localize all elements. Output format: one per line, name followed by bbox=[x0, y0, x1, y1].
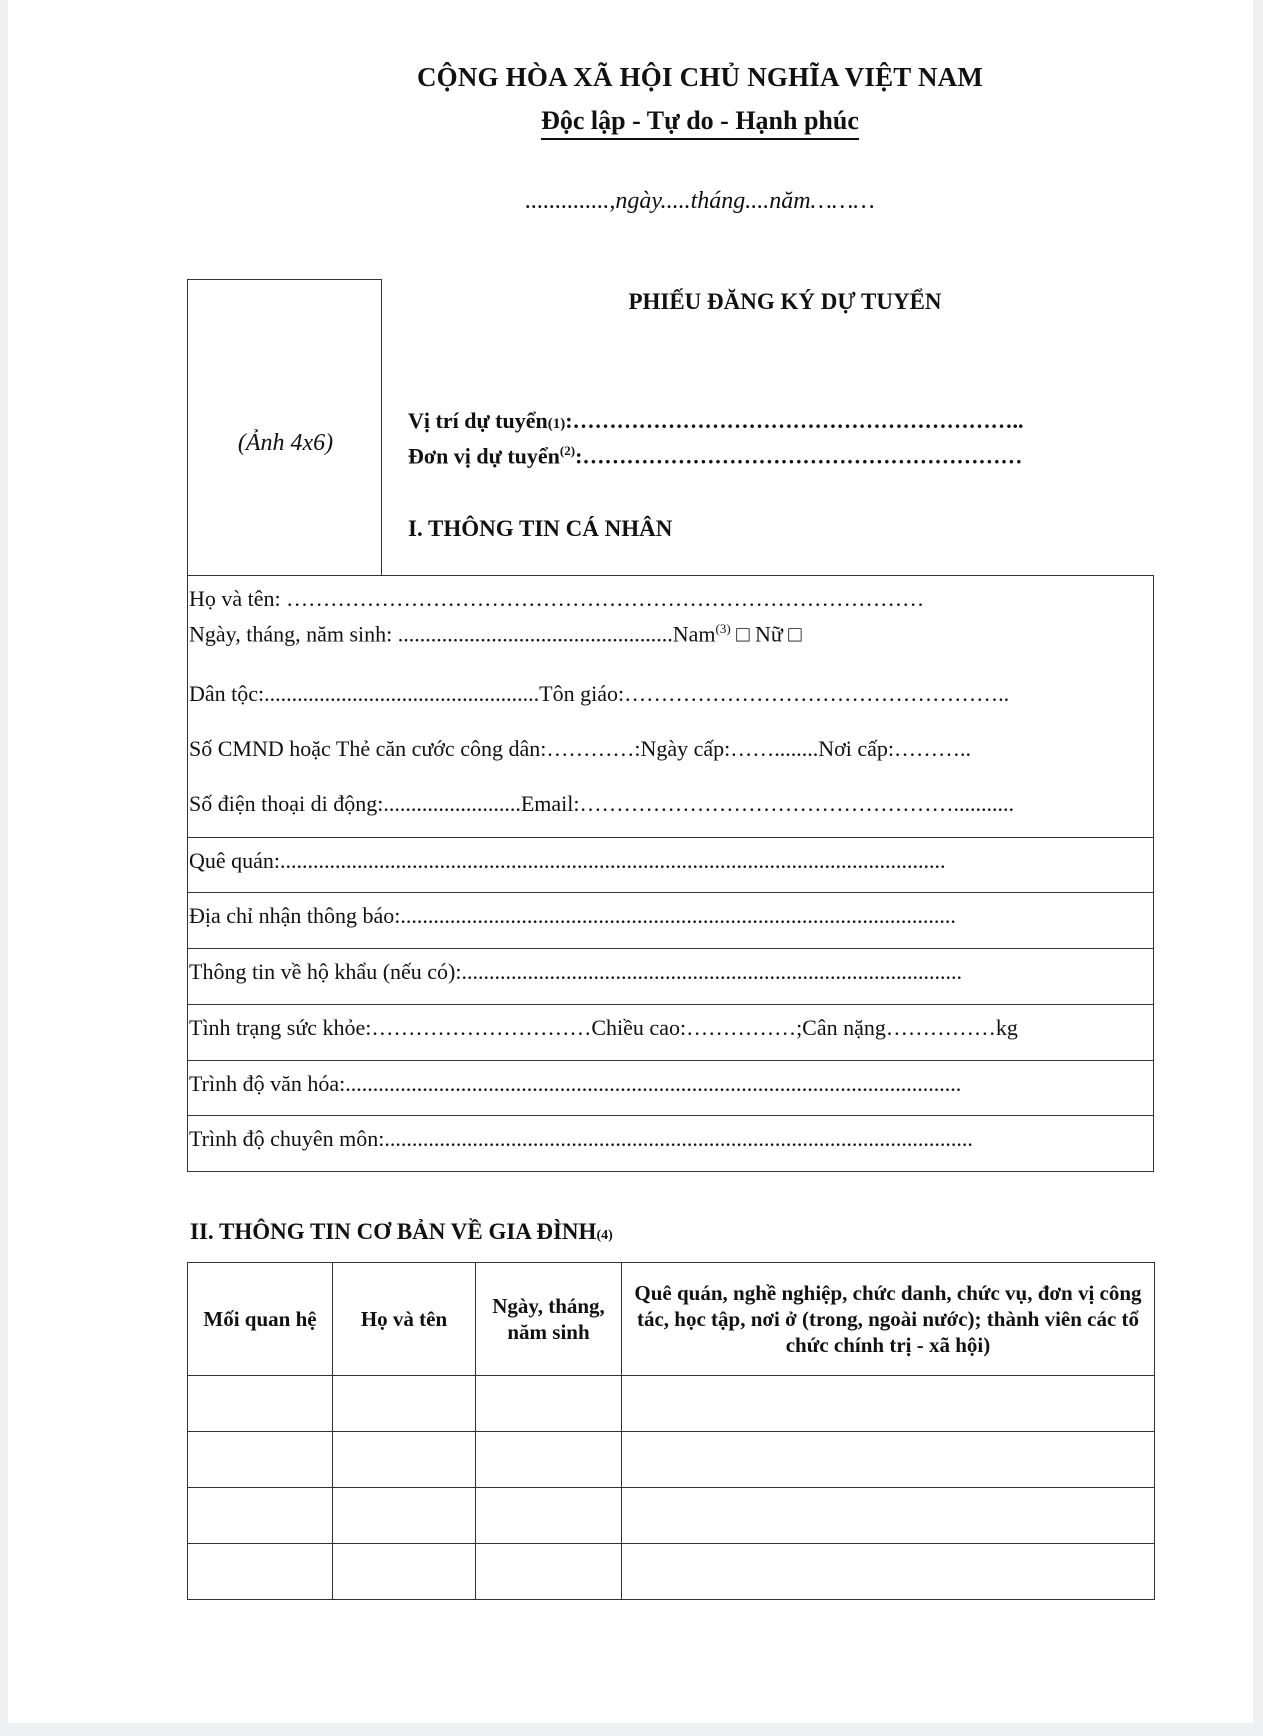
unit-field bbox=[408, 443, 1022, 469]
table-row bbox=[188, 1376, 1155, 1432]
table-cell[interactable] bbox=[622, 1432, 1155, 1488]
id-card-field: Số CMND hoặc Thẻ căn cước công dân:…………:Ngày cấp:……........Nơi cấp:……….. bbox=[189, 736, 972, 761]
unit-dots: :…………………………………………………… bbox=[575, 443, 1023, 469]
table-cell[interactable] bbox=[188, 1544, 333, 1600]
section-2-title bbox=[190, 1219, 613, 1245]
col-relationship: Mối quan hệ bbox=[188, 1263, 333, 1376]
table-cell[interactable] bbox=[622, 1488, 1155, 1544]
col-full-name: Họ và tên bbox=[333, 1263, 476, 1376]
table-cell[interactable] bbox=[188, 1376, 333, 1432]
table-row bbox=[188, 1544, 1155, 1600]
unit-note: (2) bbox=[559, 443, 576, 458]
divider bbox=[188, 892, 1153, 893]
dob-text: Ngày, tháng, năm sinh: ..................................................Nam bbox=[189, 621, 716, 647]
photo-label: (Ảnh 4x6) bbox=[237, 430, 334, 456]
position-label: Vị trí dự tuyển bbox=[408, 408, 548, 433]
table-cell[interactable] bbox=[622, 1376, 1155, 1432]
gender-options: □ Nữ □ bbox=[730, 621, 802, 647]
table-cell[interactable] bbox=[333, 1432, 476, 1488]
divider bbox=[188, 1004, 1153, 1005]
table-cell[interactable] bbox=[333, 1544, 476, 1600]
specialty-field: Trình độ chuyên môn:........................................................................................................... bbox=[189, 1126, 973, 1151]
table-cell[interactable] bbox=[476, 1376, 622, 1432]
divider bbox=[188, 1060, 1153, 1061]
col-details: Quê quán, nghề nghiệp, chức danh, chức vụ, đơn vị công tác, học tập, nơi ở (trong, ngoài nước); thành viên các tổ chức chính trị - xã hội) bbox=[622, 1263, 1155, 1376]
unit-label: Đơn vị dự tuyển bbox=[408, 443, 560, 469]
national-title: CỘNG HÒA XÃ HỘI CHỦ NGHĨA VIỆT NAM bbox=[416, 62, 984, 92]
table-header-row bbox=[188, 1263, 1155, 1376]
education-field: Trình độ văn hóa:................................................................................................................ bbox=[189, 1071, 962, 1096]
table-row bbox=[188, 1432, 1155, 1488]
full-name-field: Họ và tên: …………………………………………………………………………… bbox=[189, 586, 925, 611]
date-line: ..............,ngày.....tháng....năm……… bbox=[525, 188, 875, 214]
section-1-title: I. THÔNG TIN CÁ NHÂN bbox=[408, 516, 673, 541]
table-cell[interactable] bbox=[476, 1488, 622, 1544]
phone-email-field: Số điện thoại di động:.........................Email:……………………………………………........... bbox=[189, 791, 1014, 816]
position-field bbox=[408, 408, 1024, 434]
table-cell[interactable] bbox=[188, 1488, 333, 1544]
family-table bbox=[187, 1262, 1155, 1600]
table-row bbox=[188, 1488, 1155, 1544]
section-2-note: (4) bbox=[596, 1228, 613, 1243]
form-title: PHIẾU ĐĂNG KÝ DỰ TUYỂN bbox=[628, 289, 942, 314]
table-cell[interactable] bbox=[476, 1544, 622, 1600]
table-cell[interactable] bbox=[188, 1432, 333, 1488]
divider bbox=[188, 1115, 1153, 1116]
position-dots: :…………………………………………………….. bbox=[565, 408, 1024, 433]
hometown-field: Quê quán:......................................................................................................................... bbox=[189, 848, 946, 873]
divider bbox=[188, 837, 1153, 838]
section-2-text: II. THÔNG TIN CƠ BẢN VỀ GIA ĐÌNH bbox=[190, 1219, 597, 1244]
table-cell[interactable] bbox=[622, 1544, 1155, 1600]
dob-note: (3) bbox=[715, 621, 731, 636]
national-motto bbox=[0, 106, 1263, 140]
position-note: (1) bbox=[547, 416, 566, 432]
table-cell[interactable] bbox=[333, 1488, 476, 1544]
table-cell[interactable] bbox=[333, 1376, 476, 1432]
dob-field bbox=[188, 621, 1154, 647]
photo-placeholder bbox=[187, 279, 382, 575]
table-cell[interactable] bbox=[476, 1432, 622, 1488]
health-field: Tình trạng sức khỏe:…………………………Chiều cao:……………;Cân nặng……………kg bbox=[189, 1015, 1018, 1040]
personal-info-box bbox=[187, 575, 1154, 1172]
household-field: Thông tin về hộ khẩu (nếu có):........................................................................................... bbox=[189, 959, 962, 984]
address-field: Địa chỉ nhận thông báo:..................................................................................................... bbox=[189, 903, 956, 928]
motto-text: Độc lập - Tự do - Hạnh phúc bbox=[541, 106, 859, 140]
divider bbox=[188, 948, 1153, 949]
ethnicity-religion-field: Dân tộc:..................................................Tôn giáo:…………………………………………….. bbox=[189, 681, 1010, 706]
col-birth-date: Ngày, tháng, năm sinh bbox=[476, 1263, 622, 1376]
